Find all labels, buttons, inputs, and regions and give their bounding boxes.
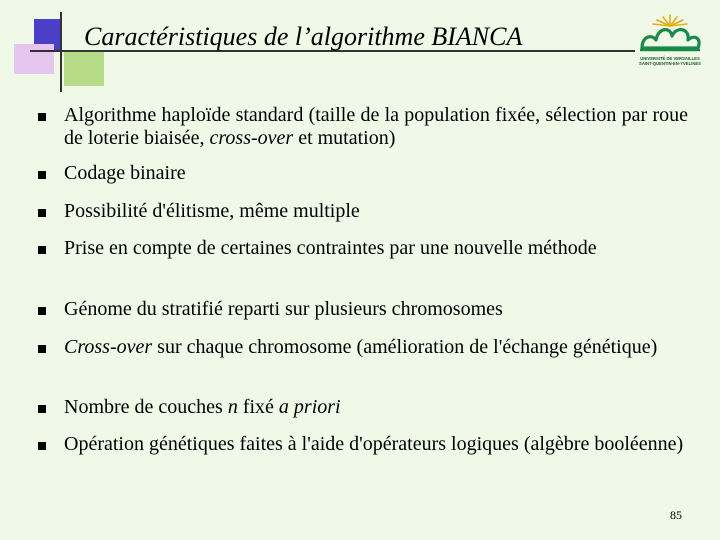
bullet-square-icon — [38, 171, 46, 179]
text-run: sur chaque chromosome (amélioration de l'échange génétique) — [152, 336, 658, 358]
italic-text: a priori — [278, 396, 341, 418]
logo-text-line1: UNIVERSITÉ DE VERSAILLES — [640, 56, 700, 61]
bullet-text — [64, 104, 688, 150]
bullet-square-icon — [38, 307, 46, 315]
list-item — [36, 298, 688, 321]
bullet-text — [64, 162, 688, 185]
text-run: Opération génétiques faites à l'aide d'opérateurs logiques (algèbre booléenne) — [64, 433, 684, 455]
bullet-square-icon — [38, 442, 46, 450]
decor-green-square — [64, 50, 104, 86]
list-item — [36, 162, 688, 185]
university-logo-icon — [636, 12, 704, 56]
bullet-text — [64, 298, 688, 321]
text-run: et mutation) — [293, 127, 396, 149]
page-number: 85 — [670, 508, 682, 522]
italic-text: cross-over — [209, 127, 294, 149]
slide-title: Caractéristiques de l’algorithme BIANCA — [84, 22, 523, 51]
bullet-text — [64, 200, 688, 223]
italic-text: n — [227, 396, 238, 418]
text-run: Génome du stratifié reparti sur plusieurs chromosomes — [64, 298, 503, 320]
decor-vertical-line — [60, 12, 62, 92]
italic-text: Cross-over — [64, 336, 153, 358]
list-item — [36, 336, 688, 359]
bullet-text — [64, 336, 688, 359]
decor-pink-square — [14, 44, 54, 74]
bullet-text — [64, 433, 688, 456]
list-item — [36, 104, 688, 150]
list-item — [36, 200, 688, 223]
text-run: Prise en compte de certaines contraintes par une nouvelle méthode — [64, 237, 597, 259]
text-run: Algorithme haploïde standard (taille de la population fixée, sélection par roue de loterie biaisée, — [64, 104, 688, 149]
logo-text-line2: SAINT-QUENTIN-EN-YVELINES — [639, 61, 701, 66]
text-run: Possibilité d'élitisme, même multiple — [64, 200, 360, 222]
university-logo — [636, 12, 704, 70]
bullet-square-icon — [38, 345, 46, 353]
bullet-square-icon — [38, 113, 46, 121]
bullet-text — [64, 237, 688, 260]
text-run: Nombre de couches — [64, 396, 228, 418]
list-item — [36, 396, 688, 419]
bullet-square-icon — [38, 246, 46, 254]
list-item — [36, 237, 688, 260]
bullet-square-icon — [38, 405, 46, 413]
bullet-text — [64, 396, 688, 419]
bullet-square-icon — [38, 209, 46, 217]
text-run: fixé — [237, 396, 279, 418]
text-run: Codage binaire — [64, 162, 186, 184]
list-item — [36, 433, 688, 456]
